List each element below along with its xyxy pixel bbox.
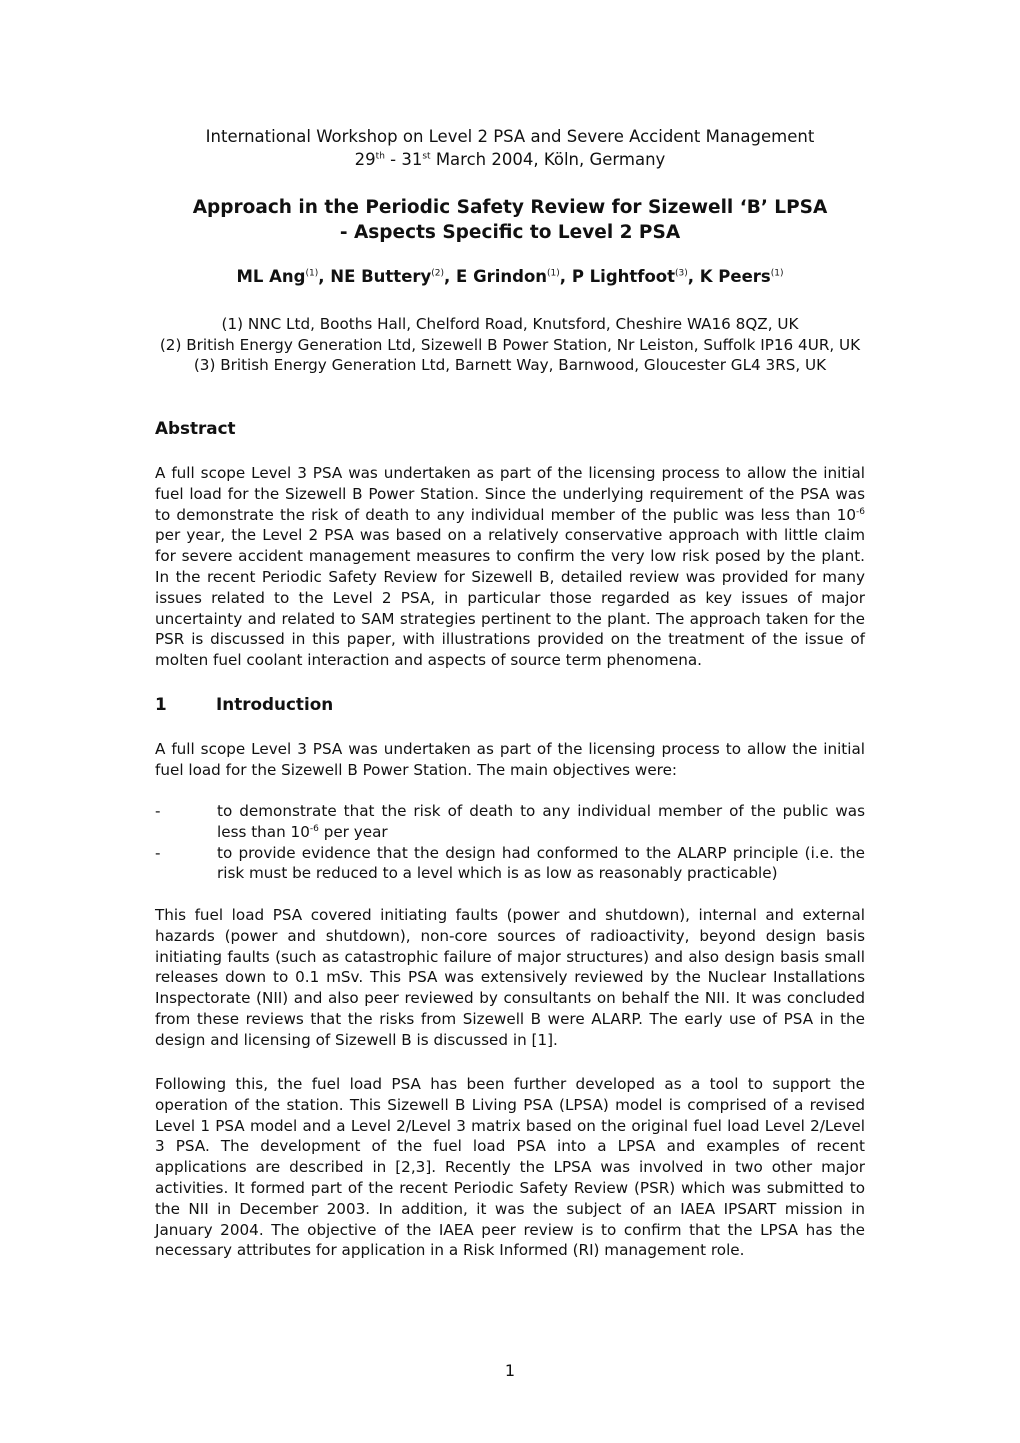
author-ref: (3) (675, 268, 688, 279)
author-ref: (1) (547, 268, 560, 279)
intro-text-3: Following this, the fuel load PSA has been further developed as a tool to support the operation of the station. This Sizewell B Living PSA (LPSA) model is comprised of a revised Level 1 PSA model and a Level 2/Level 3 matrix based on the original fuel load Level 2/Level 3 PSA. The development of the fuel load PSA into a LPSA and examples of recent applications are described in [2,3]. Recently the LPSA was involved in two other major activities. It formed part of the recent Periodic Safety Review (PSR) which was submitted to the NII in December 2003. In addition, it was the subject of an IAEA IPSART mission in January 2004. The objective of the IAEA peer review is to confirm that the LPSA has the necessary attributes for application in a Risk Informed (RI) management role. (155, 1075, 865, 1260)
abstract-body (155, 463, 865, 671)
author-list: ML Ang$^{(1)}$, NE Buttery$^{(2)}$, E Grindon$^{(1)}$, P Lightfoot$^{(3)}$, K Peers$^{(1)}$ (236, 267, 784, 286)
section-title: Introduction (216, 694, 334, 714)
author (700, 267, 784, 286)
list-dash: - (155, 802, 161, 820)
date-place: March 2004, Köln, Germany (430, 150, 666, 169)
abstract-heading: Abstract (155, 418, 236, 438)
list-item (155, 801, 865, 843)
author-ref: (1) (305, 268, 319, 279)
intro-text-2: This fuel load PSA covered initiating faults (power and shutdown), internal and external hazards (power and shutdown), non-core sources of radioactivity, beyond design basis initiating faults (such as catastrophic failure of major structures) and also design basis small releases down to 0.1 mSv. This PSA was extensively reviewed by the Nuclear Installations Inspectorate (NII) and also peer reviewed by consultants on behalf the NII. It was concluded from these reviews that the risks from Sizewell B were ALARP. The early use of PSA in the design and licensing of Sizewell B is discussed in [1]. (155, 906, 865, 1049)
author-ref: (2) (431, 268, 445, 279)
title-line-2: - Aspects Specific to Level 2 PSA (339, 222, 681, 243)
list-text-a: to demonstrate that the risk of death to any individual member of the public was less than 10 (217, 802, 865, 841)
affiliation: (3) British Energy Generation Ltd, Barnett Way, Barnwood, Gloucester GL4 3RS, UK (193, 356, 827, 375)
section-number: 1 (155, 694, 167, 714)
author-name: ML Ang (236, 267, 306, 286)
intro-text-1: A full scope Level 3 PSA was undertaken as part of the licensing process to allow the initial fuel load for the Sizewell B Power Station. The main objectives were: (155, 740, 865, 779)
list-text-b: per year (318, 822, 388, 841)
abstract-exponent: -6 (856, 506, 865, 517)
date-suffix-start: th (375, 151, 385, 162)
author (456, 267, 560, 286)
author-name: NE Buttery (330, 267, 432, 286)
paper-title (0, 195, 1020, 245)
author (330, 267, 444, 286)
intro-paragraph-3 (155, 1074, 865, 1261)
author (572, 267, 688, 286)
page-number: 1 (504, 1361, 516, 1380)
author (236, 267, 318, 286)
abstract-text-b: per year, the Level 2 PSA was based on a relatively conservative approach with little claim for severe accident management measures to confirm the very low risk posed by the plant. In the recent Periodic Safety Review for Sizewell B, detailed review was provided for many issues related to the Level 2 PSA, in particular those regarded as key issues of major uncertainty and related to SAM strategies pertinent to the plant. The approach taken for the PSR is discussed in this paper, with illustrations provided on the treatment of the issue of molten fuel coolant interaction and aspects of source term phenomena. (155, 526, 865, 670)
abstract-text (155, 463, 865, 671)
conference-date (0, 148, 1020, 171)
affiliation: (1) NNC Ltd, Booths Hall, Chelford Road, Knutsford, Cheshire WA16 8QZ, UK (221, 315, 799, 333)
objectives-list (155, 801, 865, 884)
list-dash: - (155, 843, 161, 862)
title-line-1: Approach in the Periodic Safety Review for Sizewell ‘B’ LPSA (192, 197, 828, 218)
intro-paragraph-2 (155, 905, 865, 1051)
list-text-a: to provide evidence that the design had conformed to the ALARP principle (i.e. the risk must be reduced to a level which is as low as reasonably practicable) (217, 843, 865, 883)
author-name: E Grindon (456, 267, 548, 286)
conference-name: International Workshop on Level 2 PSA and Severe Accident Management (205, 127, 815, 146)
date-day-end: - 31 (384, 150, 423, 169)
affiliations (0, 314, 1020, 376)
affiliation: (2) British Energy Generation Ltd, Sizewell B Power Station, Nr Leiston, Suffolk IP16 4UR, UK (159, 335, 861, 354)
intro-paragraph-1 (155, 739, 865, 781)
date-day-start: 29 (354, 150, 376, 169)
date-suffix-end: st (422, 151, 431, 162)
author-name: P Lightfoot (571, 267, 676, 286)
author-name: K Peers (699, 267, 771, 286)
author-ref: (1) (770, 268, 784, 279)
list-exponent: -6 (309, 823, 319, 834)
list-item (155, 843, 865, 885)
abstract-text-a: A full scope Level 3 PSA was undertaken as part of the licensing process to allow the initial fuel load for the Sizewell B Power Station. Since the underlying requirement of the PSA was to demonstrate the risk of death to any individual member of the public was less than 10 (155, 464, 865, 524)
section-heading-introduction (155, 694, 333, 714)
conference-header (0, 125, 1020, 171)
